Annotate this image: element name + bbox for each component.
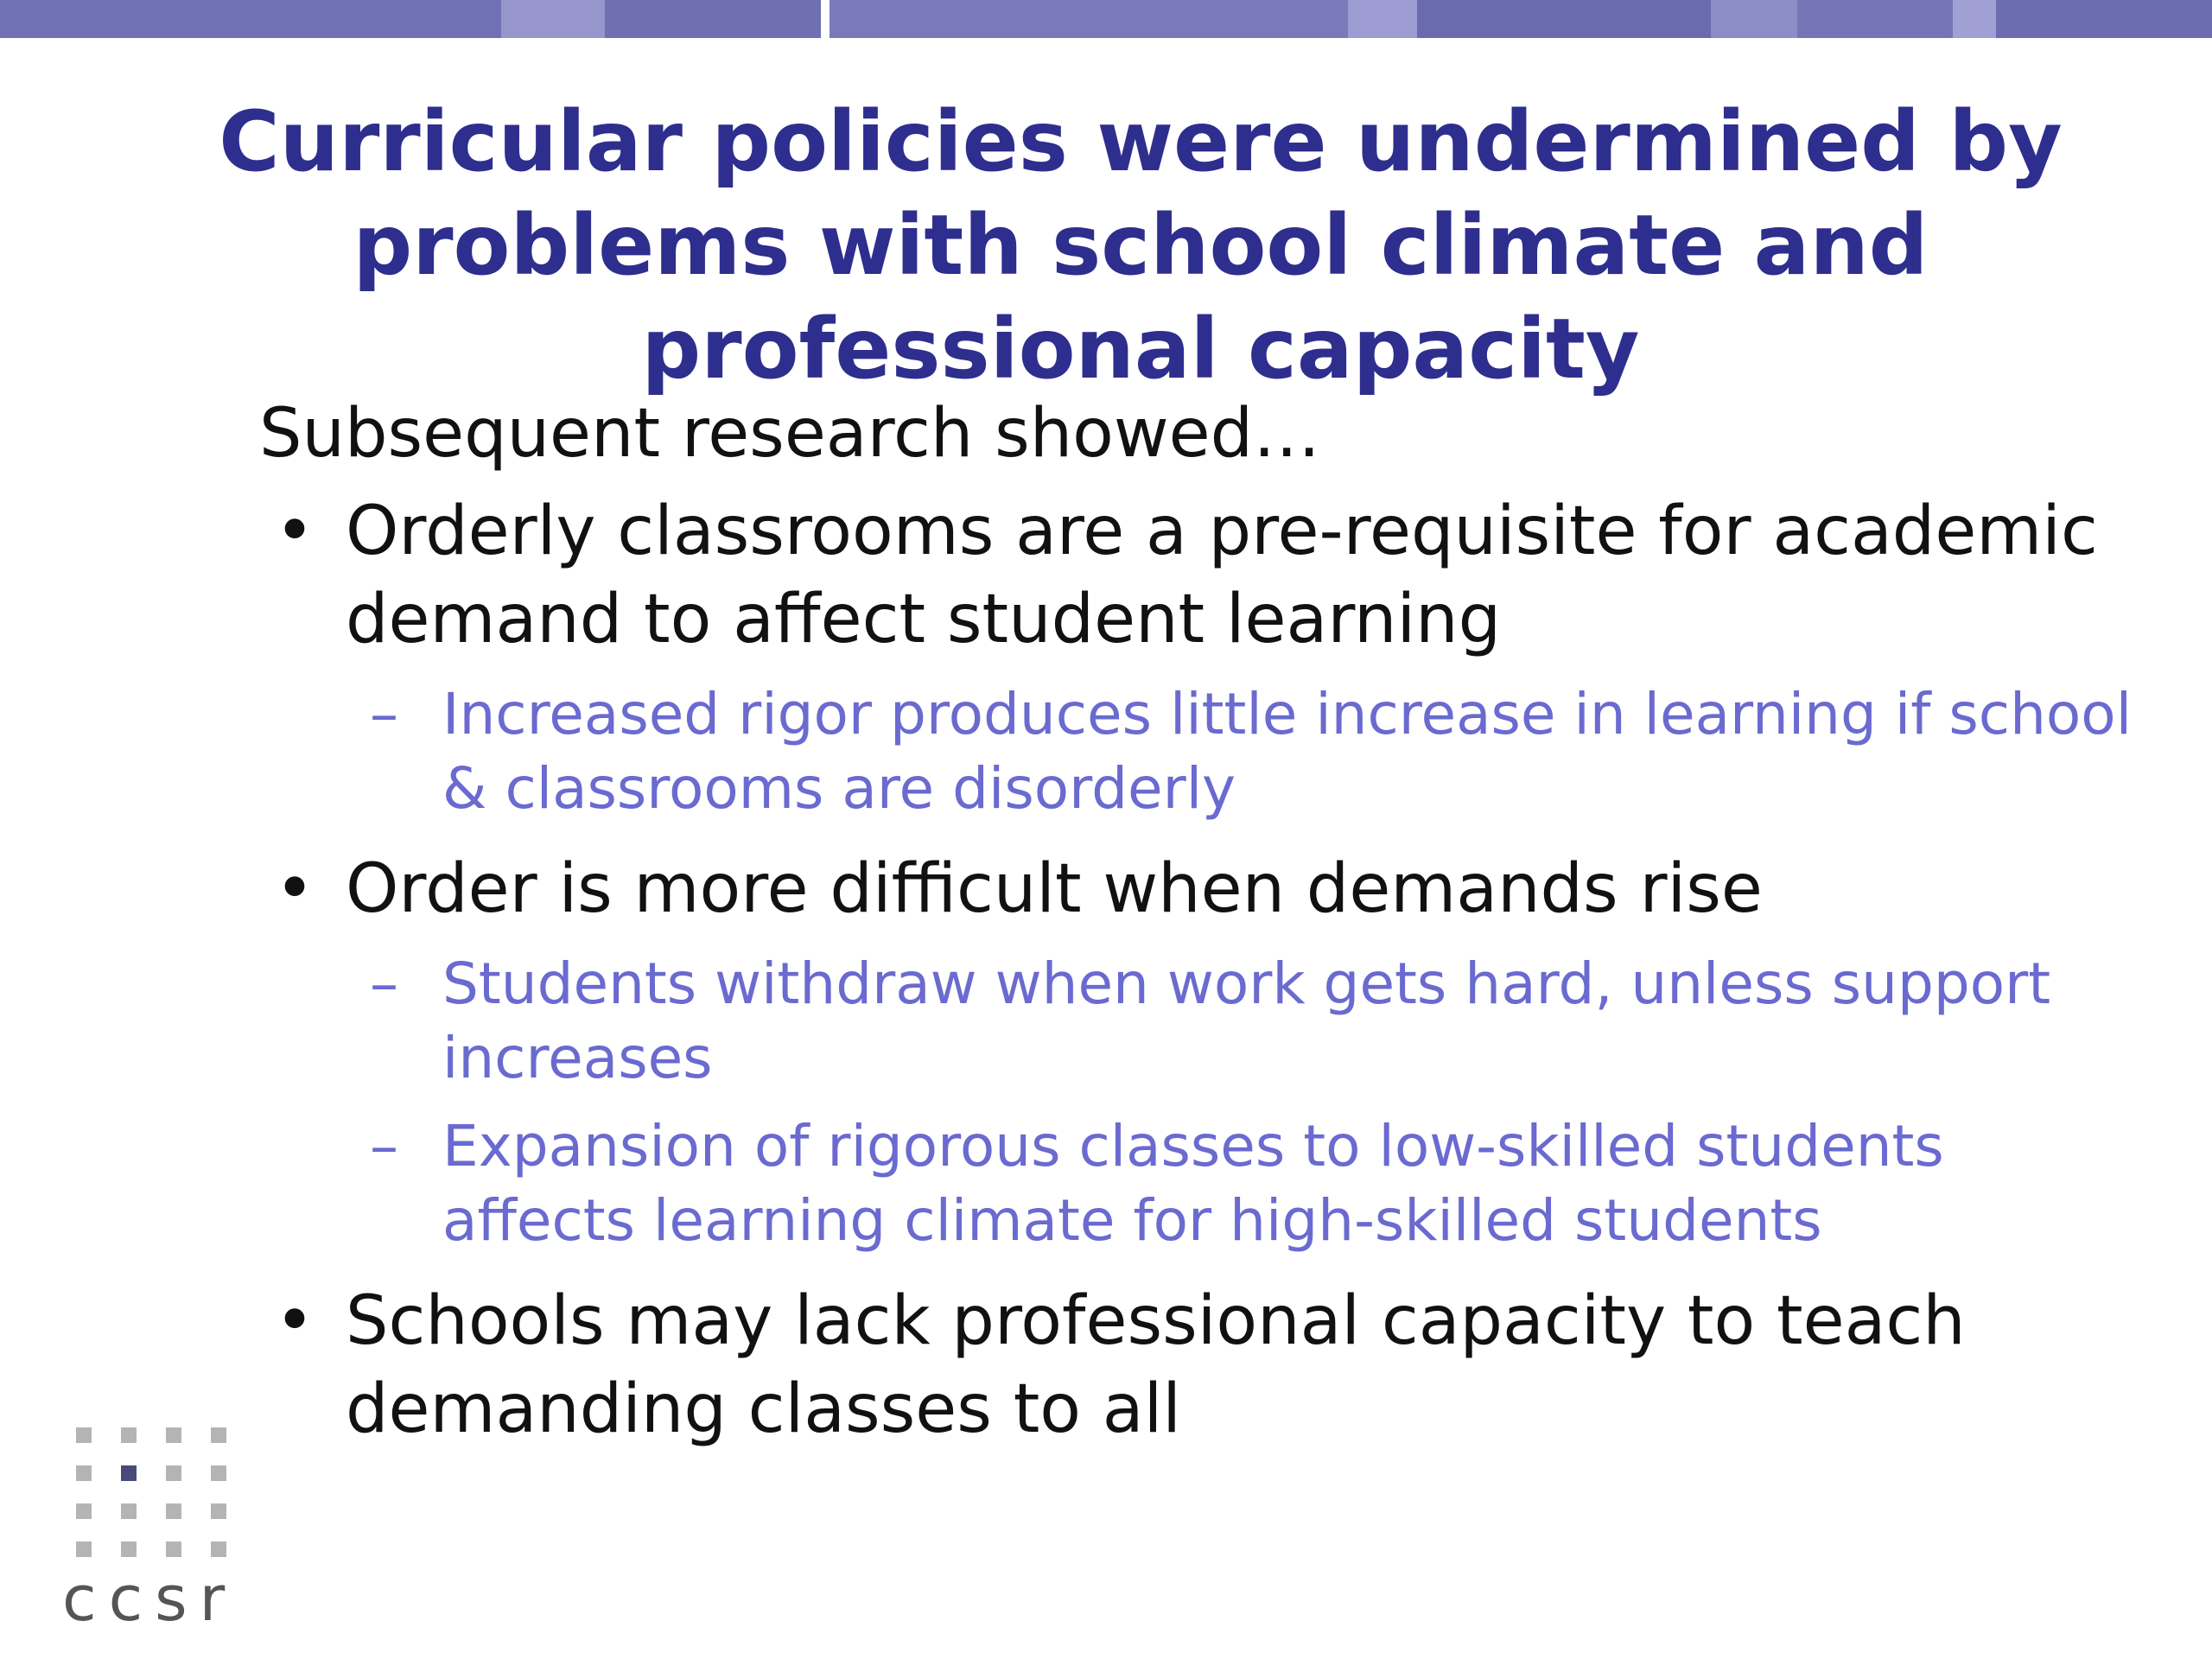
bullet-item (259, 1277, 2143, 1453)
bullet-item (259, 845, 2143, 933)
title-line: Curricular policies were undermined by (219, 93, 2063, 190)
bar-segment (1953, 0, 1996, 38)
bar-segment (0, 0, 501, 38)
bar-segment (821, 0, 830, 38)
sub-bullet-item (259, 947, 2143, 1096)
title-line: problems with school climate and (353, 197, 1929, 294)
title-line: professional capacity (641, 301, 1640, 397)
bar-segment (1711, 0, 1797, 38)
dash-icon: – (370, 950, 398, 1017)
bar-segment (1996, 0, 2212, 38)
sub-bullet-item (259, 677, 2143, 826)
sub-bullet-item (259, 1109, 2143, 1258)
bar-segment (1797, 0, 1953, 38)
slide-title (173, 90, 2108, 401)
logo-text: ccsr (62, 1562, 238, 1635)
sub-bullet-text: Students withdraw when work gets hard, unless support increases (442, 950, 2051, 1091)
bullet-text: Orderly classrooms are a pre-requisite for academic demand to affect student learning (346, 493, 2098, 658)
bar-segment (1348, 0, 1417, 38)
logo-grid-icon (76, 1427, 235, 1583)
bar-segment (1417, 0, 1711, 38)
top-decorative-bar (0, 0, 2212, 38)
dash-icon: – (370, 681, 398, 747)
lead-text: Subsequent research showed… (259, 395, 1321, 473)
bar-segment (501, 0, 605, 38)
dash-icon: – (370, 1113, 398, 1179)
bullet-text: Order is more difficult when demands rise (346, 850, 1763, 928)
bar-segment (830, 0, 1348, 38)
sub-bullet-text: Expansion of rigorous classes to low-skilled students affects learning climate for high-skilled students (442, 1113, 1944, 1254)
bullet-icon: • (275, 493, 315, 570)
slide-body (259, 389, 2143, 1453)
bullet-item (259, 487, 2143, 664)
bar-segment (605, 0, 821, 38)
bullet-icon: • (275, 1282, 315, 1360)
bullet-text: Schools may lack professional capacity to teach demanding classes to all (346, 1282, 1966, 1448)
bullet-icon: • (275, 850, 315, 928)
sub-bullet-text: Increased rigor produces little increase in learning if school & classrooms are disorderly (442, 681, 2133, 822)
ccsr-logo (62, 1417, 238, 1642)
